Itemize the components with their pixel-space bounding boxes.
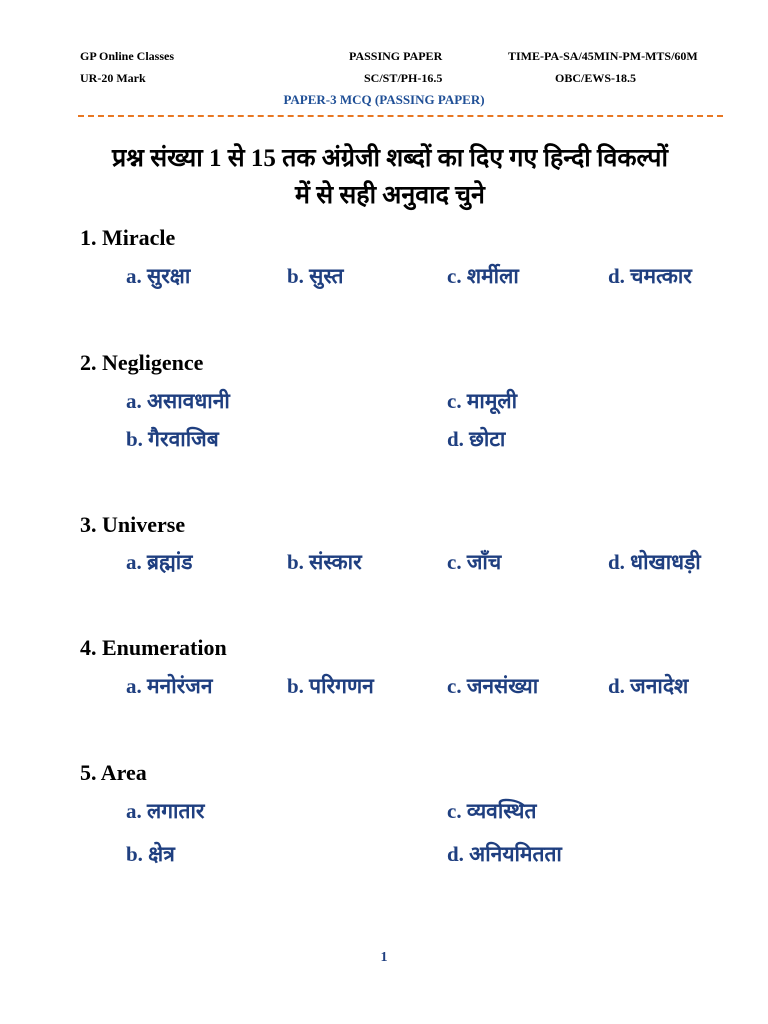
option-c: c. जाँच bbox=[447, 550, 502, 574]
question-title: 1. Miracle bbox=[80, 225, 176, 250]
option-d: d. अनियमितता bbox=[447, 842, 562, 866]
option-b: b. परिगणन bbox=[287, 674, 374, 698]
header-center-bottom: SC/ST/PH-16.5 bbox=[364, 71, 443, 85]
header-center-top: PASSING PAPER bbox=[349, 49, 443, 63]
option-d: d. जनादेश bbox=[608, 674, 689, 698]
option-b: b. सुस्त bbox=[287, 264, 344, 288]
option-d: d. धोखाधड़ी bbox=[608, 550, 701, 574]
option-c: c. जनसंख्या bbox=[447, 674, 539, 698]
option-c: c. शर्मीला bbox=[447, 264, 519, 288]
question-title: 5. Area bbox=[80, 760, 147, 785]
question-title: 3. Universe bbox=[80, 512, 186, 537]
question-title: 4. Enumeration bbox=[80, 635, 227, 660]
option-c: c. मामूली bbox=[447, 389, 518, 413]
option-d: d. छोटा bbox=[447, 427, 506, 451]
instruction-line-1: प्रश्न संख्या 1 से 15 तक अंग्रेजी शब्दों का दिए गए हिन्दी विकल्पों bbox=[112, 145, 668, 172]
option-b: b. गैरवाजिब bbox=[126, 427, 219, 451]
instruction-text bbox=[60, 140, 720, 214]
header-right-bottom: OBC/EWS-18.5 bbox=[555, 71, 637, 85]
header-right-top: TIME-PA-SA/45MIN-PM-MTS/60M bbox=[508, 49, 698, 63]
option-c: c. व्यवस्थित bbox=[447, 799, 537, 823]
option-a: a. लगातार bbox=[126, 799, 205, 823]
option-a: a. सुरक्षा bbox=[126, 264, 191, 288]
header-divider bbox=[78, 115, 723, 117]
question-title: 2. Negligence bbox=[80, 350, 204, 375]
header-left-top: GP Online Classes bbox=[80, 49, 175, 63]
option-d: d. चमत्कार bbox=[608, 264, 692, 288]
option-a: a. असावधानी bbox=[126, 389, 230, 413]
option-b: b. क्षेत्र bbox=[126, 842, 175, 866]
option-a: a. मनोरंजन bbox=[126, 674, 213, 698]
header-left-bottom: UR-20 Mark bbox=[80, 71, 146, 85]
page-number: 1 bbox=[380, 950, 388, 965]
paper-subtitle: PAPER-3 MCQ (PASSING PAPER) bbox=[283, 92, 485, 107]
option-a: a. ब्रह्मांड bbox=[126, 550, 193, 574]
option-b: b. संस्कार bbox=[287, 550, 362, 574]
instruction-line-2: में से सही अनुवाद चुने bbox=[295, 182, 485, 209]
